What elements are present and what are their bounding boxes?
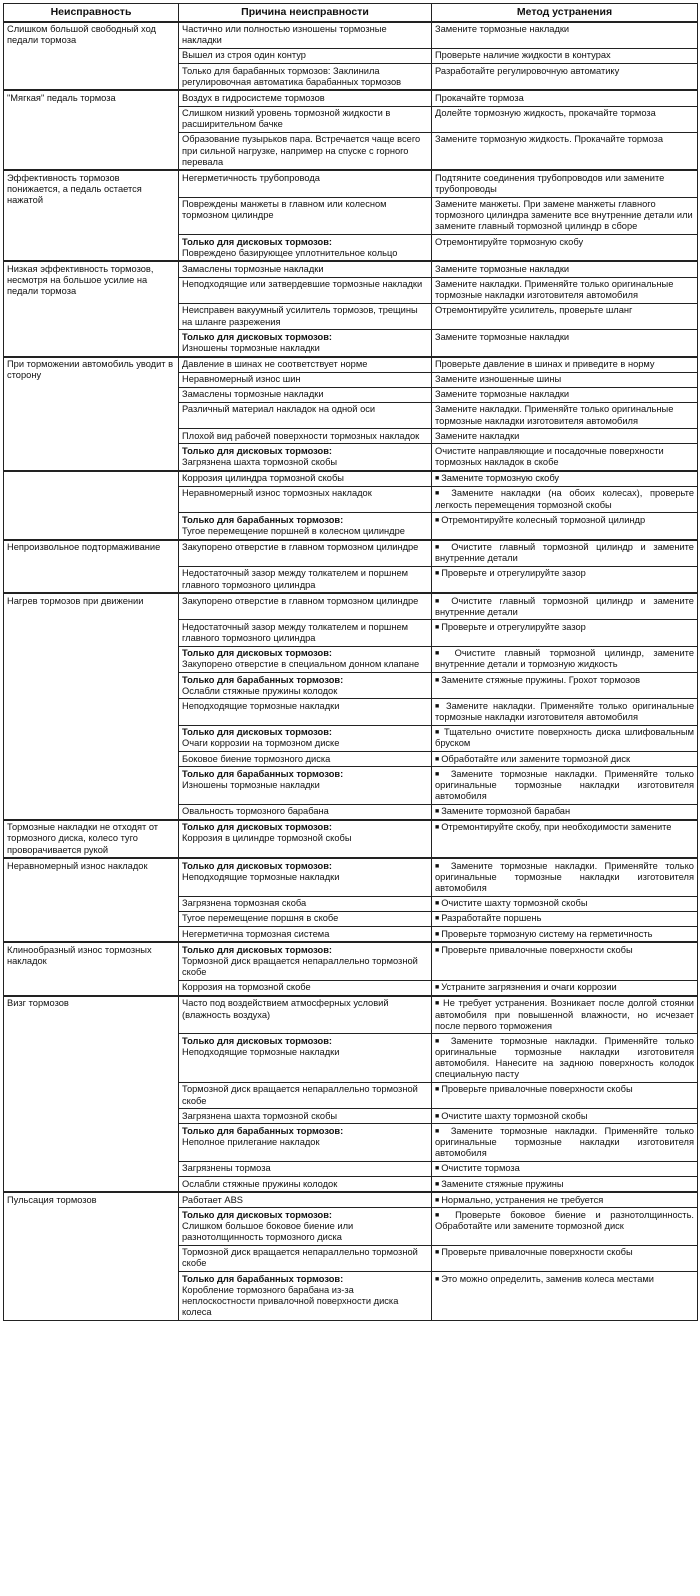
cause-text: Изношены тормозные накладки	[182, 342, 320, 353]
cause-cell	[179, 330, 432, 357]
cause-cell	[179, 540, 432, 567]
remedy-cell: Замените тормозные накладки	[432, 261, 698, 277]
fault-cell: Низкая эффективность тормозов, несмотря на большое усилие на педали тормоза	[4, 261, 179, 356]
remedy-cell: ■ Замените тормозной барабан	[432, 804, 698, 820]
cause-cell	[179, 593, 432, 620]
cause-text: Тугое перемещение поршня в скобе	[182, 913, 339, 924]
remedy-cell: Замените накладки. Применяйте только оригинальные тормозные накладки изготовителя автомобиля	[432, 402, 698, 428]
cause-text: Тугое перемещение поршней в колесном цилиндре	[182, 525, 405, 536]
brake-type-note: Только для дисковых тормозов:	[182, 1209, 333, 1220]
cause-cell	[179, 820, 432, 858]
troubleshooting-table	[3, 3, 698, 1321]
cause-text: Неподходящие тормозные накладки	[182, 871, 340, 882]
remedy-cell: ■ Разработайте поршень	[432, 911, 698, 926]
cause-text: Тормозной диск вращается непараллельно тормозной скобе	[182, 1084, 418, 1106]
table-row	[4, 357, 698, 373]
brake-type-note: Только для дисковых тормозов:	[182, 822, 333, 833]
brake-type-note: Только для барабанных тормозов:	[182, 674, 344, 685]
cause-cell	[179, 804, 432, 820]
cause-text: Боковое биение тормозного диска	[182, 753, 331, 764]
cause-text: Неподходящие или затвердевшие тормозные накладки	[182, 279, 423, 290]
cause-cell	[179, 725, 432, 751]
cause-text: Замаслены тормозные накладки	[182, 389, 324, 400]
remedy-cell: Замените тормозную жидкость. Прокачайте тормоза	[432, 132, 698, 170]
fault-cell: "Мягкая" педаль тормоза	[4, 90, 179, 170]
remedy-cell: ■ Проверьте тормозную систему на герметичность	[432, 927, 698, 943]
cause-text: Коробление тормозного барабана из-за неплоскостности привалочной поверхности диска колеса	[182, 1284, 399, 1318]
cause-text: Вышел из строя один контур	[182, 50, 306, 61]
remedy-cell: Отремонтируйте усилитель, проверьте шланг	[432, 303, 698, 329]
remedy-cell: ■ Замените накладки (на обоих колесах), проверьте легкость перемещения тормозной скобы	[432, 486, 698, 512]
remedy-cell: ■ Проверьте привалочные поверхности скобы	[432, 1245, 698, 1271]
cause-cell	[179, 106, 432, 132]
cause-text: Неисправен вакуумный усилитель тормозов, трещины на шланге разрежения	[182, 305, 418, 327]
cause-cell	[179, 132, 432, 170]
brake-type-note: Только для барабанных тормозов:	[182, 514, 344, 525]
brake-type-note: Только для дисковых тормозов:	[182, 1035, 333, 1046]
fault-cell: Слишком большой свободный ход педали тормоза	[4, 22, 179, 91]
table-row	[4, 471, 698, 487]
cause-cell	[179, 1192, 432, 1208]
fault-cell: Нагрев тормозов при движении	[4, 593, 179, 820]
cause-cell	[179, 1177, 432, 1193]
remedy-cell: Замените изношенные шины	[432, 372, 698, 387]
cause-text: Неравномерный износ шин	[182, 374, 301, 385]
cause-text: Частично или полностью изношены тормозные накладки	[182, 24, 387, 46]
cause-cell	[179, 277, 432, 303]
brake-type-note: Только для барабанных тормозов:	[182, 768, 344, 779]
remedy-cell: Замените манжеты. При замене манжеты главного тормозного цилиндра замените все внутренние детали или замените главный тормозной цилиндр в сборе	[432, 197, 698, 234]
remedy-cell: Отремонтируйте тормозную скобу	[432, 235, 698, 262]
cause-cell	[179, 303, 432, 329]
fault-cell: Пульсация тормозов	[4, 1192, 179, 1320]
cause-text: Неполное прилегание накладок	[182, 1137, 320, 1148]
remedy-cell: Прокачайте тормоза	[432, 90, 698, 106]
table-row	[4, 261, 698, 277]
cause-text: Часто под воздействием атмосферных условий (влажность воздуха)	[182, 998, 389, 1020]
remedy-cell: ■ Проверьте боковое биение и разнотолщинность. Обработайте или замените тормозной диск	[432, 1208, 698, 1245]
table-row	[4, 170, 698, 197]
remedy-cell: ■ Очистите главный тормозной цилиндр и замените внутренние детали	[432, 540, 698, 567]
cause-cell	[179, 197, 432, 234]
fault-cell: Тормозные накладки не отходят от тормозного диска, колесо туго проворачивается рукой	[4, 820, 179, 858]
cause-cell	[179, 48, 432, 63]
cause-text: Неподходящие тормозные накладки	[182, 1046, 340, 1057]
brake-type-note: Только для дисковых тормозов:	[182, 445, 333, 456]
remedy-cell: ■ Очистите шахту тормозной скобы	[432, 896, 698, 911]
table-body	[4, 22, 698, 1321]
remedy-cell: ■ Замените накладки. Применяйте только оригинальные тормозные накладки изготовителя автомобиля	[432, 699, 698, 725]
remedy-cell: ■ Замените тормозные накладки. Применяйте только оригинальные тормозные накладки изготовителя автомобиля	[432, 858, 698, 896]
table-row	[4, 540, 698, 567]
cause-cell	[179, 1034, 432, 1083]
fault-cell	[4, 471, 179, 540]
cause-text: Различный материал накладок на одной оси	[182, 404, 376, 415]
cause-text: Давление в шинах не соответствует норме	[182, 359, 368, 369]
remedy-cell: ■ Замените стяжные пружины	[432, 1177, 698, 1193]
cause-cell	[179, 64, 432, 91]
fault-cell: Визг тормозов	[4, 996, 179, 1192]
cause-text: Слишком низкий уровень тормозной жидкости в расширительном бачке	[182, 108, 391, 130]
remedy-cell: ■ Очистите тормоза	[432, 1161, 698, 1176]
remedy-cell: ■ Устраните загрязнения и очаги коррозии	[432, 980, 698, 996]
cause-text: Недостаточный зазор между толкателем и поршнем главного тормозного цилиндра	[182, 568, 409, 590]
remedy-cell: Замените тормозные накладки	[432, 330, 698, 357]
cause-text: Воздух в гидросистеме тормозов	[182, 92, 325, 103]
cause-text: Овальность тормозного барабана	[182, 806, 329, 817]
cause-text: Плохой вид рабочей поверхности тормозных накладок	[182, 430, 420, 441]
remedy-cell: ■ Нормально, устранения не требуется	[432, 1192, 698, 1208]
cause-cell	[179, 1082, 432, 1108]
cause-cell	[179, 402, 432, 428]
cause-cell	[179, 699, 432, 725]
cause-text: Недостаточный зазор между толкателем и поршнем главного тормозного цилиндра	[182, 621, 409, 644]
cause-cell	[179, 566, 432, 593]
remedy-cell: ■ Отремонтируйте скобу, при необходимости замените	[432, 820, 698, 858]
fault-cell: Эффективность тормозов понижается, а педаль остается нажатой	[4, 170, 179, 261]
brake-type-note: Только для дисковых тормозов:	[182, 648, 333, 659]
cause-text: Тормозной диск вращается непараллельно тормозной скобе	[182, 1247, 418, 1269]
cause-text: Образование пузырьков пара. Встречается чаще всего при сильной нагрузке, например на спуске с горного перевала	[182, 134, 421, 167]
cause-cell	[179, 1245, 432, 1271]
fault-cell: Неравномерный износ накладок	[4, 858, 179, 942]
remedy-cell: ■ Это можно определить, заменив колеса местами	[432, 1272, 698, 1321]
cause-cell	[179, 896, 432, 911]
cause-cell	[179, 942, 432, 980]
brake-type-note: Только для дисковых тормозов:	[182, 331, 333, 342]
remedy-cell: Разработайте регулировочную автоматику	[432, 64, 698, 91]
remedy-cell: Проверьте наличие жидкости в контурах	[432, 48, 698, 63]
remedy-cell: ■ Проверьте и отрегулируйте зазор	[432, 620, 698, 646]
remedy-cell: ■ Замените стяжные пружины. Грохот тормозов	[432, 673, 698, 699]
remedy-cell: ■ Проверьте привалочные поверхности скобы	[432, 942, 698, 980]
cause-text: Коррозия в цилиндре тормозной скобы	[182, 833, 352, 844]
cause-cell	[179, 261, 432, 277]
brake-type-note: Только для дисковых тормозов:	[182, 860, 333, 871]
cause-text: Повреждено базирующее уплотнительное кольцо	[182, 247, 398, 258]
cause-cell	[179, 170, 432, 197]
brake-type-note: Только для дисковых тормозов:	[182, 727, 333, 738]
remedy-cell: ■ Замените тормозную скобу	[432, 471, 698, 487]
remedy-cell: Замените накладки	[432, 429, 698, 444]
cause-cell	[179, 1109, 432, 1124]
cause-cell	[179, 372, 432, 387]
remedy-cell: ■ Проверьте привалочные поверхности скобы	[432, 1082, 698, 1108]
cause-text: Загрязнена тормозная скоба	[182, 898, 307, 909]
table-row	[4, 593, 698, 620]
cause-text: Загрязнена шахта тормозной скобы	[182, 457, 338, 468]
cause-text: Закупорено отверстие в специальном донном клапане	[182, 659, 420, 670]
cause-text: Коррозия на тормозной скобе	[182, 982, 311, 993]
header-fault: Неисправность	[4, 4, 179, 22]
cause-cell	[179, 471, 432, 487]
cause-text: Работает ABS	[182, 1194, 243, 1205]
cause-cell	[179, 486, 432, 512]
cause-text: Негерметична тормозная система	[182, 928, 330, 939]
cause-text: Очаги коррозии на тормозном диске	[182, 738, 340, 749]
cause-text: Негерметичность трубопровода	[182, 172, 320, 183]
brake-type-note: Только для барабанных тормозов:	[182, 1273, 344, 1284]
header-cause: Причина неисправности	[179, 4, 432, 22]
cause-cell	[179, 1208, 432, 1245]
remedy-cell: ■ Замените тормозные накладки. Применяйте только оригинальные тормозные накладки изготовителя автомобиля	[432, 767, 698, 804]
remedy-cell: ■ Отремонтируйте колесный тормозной цилиндр	[432, 513, 698, 540]
cause-text: Коррозия цилиндра тормозной скобы	[182, 473, 344, 484]
brake-type-note: Только для дисковых тормозов:	[182, 944, 333, 955]
remedy-cell: Замените накладки. Применяйте только оригинальные тормозные накладки изготовителя автомобиля	[432, 277, 698, 303]
cause-cell	[179, 513, 432, 540]
table-row	[4, 942, 698, 980]
cause-text: Повреждены манжеты в главном или колесном тормозном цилиндре	[182, 199, 387, 221]
cause-cell	[179, 1124, 432, 1161]
cause-cell	[179, 235, 432, 262]
table-row	[4, 22, 698, 49]
table-row	[4, 996, 698, 1034]
cause-cell	[179, 620, 432, 646]
cause-cell	[179, 22, 432, 49]
remedy-cell: ■ Тщательно очистите поверхность диска шлифовальным бруском	[432, 725, 698, 751]
remedy-cell: ■ Очистите главный тормозной цилиндр и замените внутренние детали	[432, 593, 698, 620]
remedy-cell: Замените тормозные накладки	[432, 22, 698, 49]
table-row	[4, 858, 698, 896]
remedy-cell: ■ Обработайте или замените тормозной диск	[432, 752, 698, 767]
remedy-cell: Подтяните соединения трубопроводов или замените трубопроводы	[432, 170, 698, 197]
cause-cell	[179, 429, 432, 444]
cause-text: Замаслены тормозные накладки	[182, 263, 324, 274]
cause-text: Изношены тормозные накладки	[182, 779, 320, 790]
remedy-cell: ■ Очистите главный тормозной цилиндр, замените внутренние детали и тормозную жидкость	[432, 646, 698, 672]
remedy-cell: Проверьте давление в шинах и приведите в норму	[432, 357, 698, 373]
fault-cell: Непроизвольное подтормаживание	[4, 540, 179, 594]
cause-text: Ослабли стяжные пружины колодок	[182, 685, 338, 696]
cause-cell	[179, 1161, 432, 1176]
cause-text: Ослабли стяжные пружины колодок	[182, 1178, 338, 1189]
cause-cell	[179, 980, 432, 996]
brake-type-note: Только для дисковых тормозов:	[182, 236, 333, 247]
remedy-cell: Замените тормозные накладки	[432, 387, 698, 402]
cause-text: Неравномерный износ тормозных накладок	[182, 488, 372, 499]
table-row	[4, 1192, 698, 1208]
cause-text: Тормозной диск вращается непараллельно тормозной скобе	[182, 955, 418, 978]
remedy-cell: ■ Проверьте и отрегулируйте зазор	[432, 566, 698, 593]
cause-cell	[179, 90, 432, 106]
cause-cell	[179, 387, 432, 402]
remedy-cell: ■ Замените тормозные накладки. Применяйте только оригинальные тормозные накладки изготовителя автомобиля. Нанесите на заднюю поверхность колодок специальную пасту	[432, 1034, 698, 1083]
cause-cell	[179, 646, 432, 672]
cause-cell	[179, 911, 432, 926]
remedy-cell: Долейте тормозную жидкость, прокачайте тормоза	[432, 106, 698, 132]
cause-cell	[179, 752, 432, 767]
cause-text: Только для барабанных тормозов: Заклинила регулировочная автоматика барабанных тормозов	[182, 65, 402, 87]
cause-text: Неподходящие тормозные накладки	[182, 700, 340, 711]
cause-cell	[179, 927, 432, 943]
cause-text: Закупорено отверстие в главном тормозном цилиндре	[182, 542, 419, 553]
fault-cell: При торможении автомобиль уводит в сторону	[4, 357, 179, 471]
cause-text: Загрязнены тормоза	[182, 1163, 271, 1174]
header-remedy: Метод устранения	[432, 4, 698, 22]
cause-cell	[179, 996, 432, 1034]
cause-cell	[179, 1272, 432, 1321]
remedy-cell: ■ Не требует устранения. Возникает после долгой стоянки автомобиля при повышенной влажности, но исчезает после первого торможения	[432, 996, 698, 1034]
table-row	[4, 90, 698, 106]
cause-cell	[179, 858, 432, 896]
fault-cell: Клинообразный износ тормозных накладок	[4, 942, 179, 996]
header-row	[4, 4, 698, 22]
cause-cell	[179, 444, 432, 471]
cause-text: Закупорено отверстие в главном тормозном цилиндре	[182, 595, 419, 606]
cause-text: Слишком большое боковое биение или разнотолщинность тормозного диска	[182, 1221, 354, 1243]
table-row	[4, 820, 698, 858]
cause-cell	[179, 357, 432, 373]
cause-cell	[179, 673, 432, 699]
cause-cell	[179, 767, 432, 804]
remedy-cell: ■ Замените тормозные накладки. Применяйте только оригинальные тормозные накладки изготовителя автомобиля	[432, 1124, 698, 1161]
remedy-cell: ■ Очистите шахту тормозной скобы	[432, 1109, 698, 1124]
brake-type-note: Только для барабанных тормозов:	[182, 1125, 344, 1136]
remedy-cell: Очистите направляющие и посадочные поверхности тормозных накладок в скобе	[432, 444, 698, 471]
cause-text: Загрязнена шахта тормозной скобы	[182, 1110, 338, 1121]
